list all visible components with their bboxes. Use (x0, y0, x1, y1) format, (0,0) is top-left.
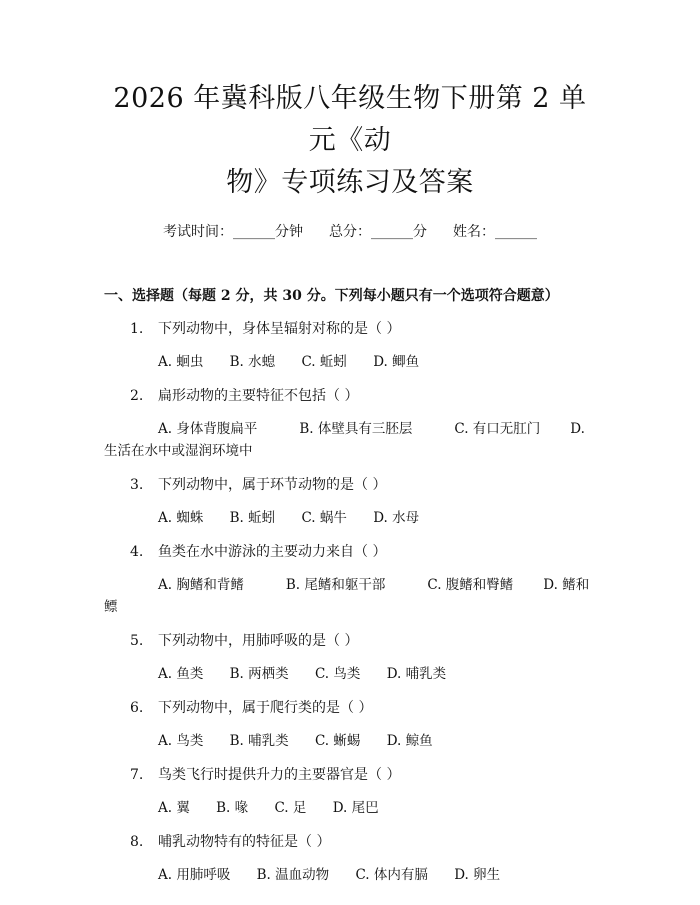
question-stem (104, 475, 596, 495)
question-options (104, 864, 596, 886)
question-stem (104, 832, 596, 852)
question-number: 2. (130, 388, 144, 404)
question-options (104, 663, 596, 685)
option-c: C. 鸟类 (314, 666, 361, 682)
title-line-2: 物》专项练习及答案 (226, 167, 474, 198)
option-c: C. 有口无肛门 (454, 421, 541, 437)
question-options (104, 507, 596, 529)
question-stem (104, 698, 596, 718)
option-a: A. 翼 (158, 800, 190, 816)
question-stem (104, 542, 596, 562)
question-text: 鱼类在水中游泳的主要动力来自（ ） (158, 544, 387, 560)
option-d: D. 卵生 (454, 867, 501, 883)
question-number: 5. (130, 633, 144, 649)
option-b: B. 蚯蚓 (229, 510, 276, 526)
option-d: D. 鳍和鳔 (104, 577, 590, 615)
question-options (104, 418, 596, 462)
question-options (104, 797, 596, 819)
question-4 (104, 542, 596, 618)
option-d: D. 生活在水中或湿润环境中 (104, 421, 585, 459)
question-number: 4. (130, 544, 144, 560)
option-d: D. 尾巴 (332, 800, 379, 816)
question-options (104, 351, 596, 373)
option-a: A. 蜘蛛 (158, 510, 204, 526)
question-stem (104, 765, 596, 785)
question-number: 1. (130, 321, 144, 337)
document-title (104, 78, 596, 204)
option-b: B. 尾鳍和躯干部 (285, 577, 386, 593)
question-stem (104, 386, 596, 406)
question-number: 7. (130, 767, 144, 783)
option-b: B. 哺乳类 (229, 733, 289, 749)
question-text: 下列动物中，属于环节动物的是（ ） (158, 477, 387, 493)
option-c: C. 腹鳍和臀鳍 (427, 577, 514, 593)
option-b: B. 水螅 (229, 354, 276, 370)
question-3 (104, 475, 596, 529)
question-1 (104, 319, 596, 373)
option-c: C. 蜥蜴 (314, 733, 361, 749)
question-7 (104, 765, 596, 819)
question-text: 鸟类飞行时提供升力的主要器官是（ ） (158, 767, 401, 783)
question-2 (104, 386, 596, 462)
exam-time-field: 考试时间：______分钟 (163, 224, 303, 240)
question-number: 8. (130, 834, 144, 850)
title-line-1: 2026 年冀科版八年级生物下册第 2 单元《动 (113, 83, 587, 156)
option-a: A. 鸟类 (158, 733, 204, 749)
section-heading-multiple-choice: 一、选择题（每题 2 分，共 30 分。下列每小题只有一个选项符合题意） (104, 288, 559, 304)
total-score-field: 总分：______分 (329, 224, 427, 240)
question-6 (104, 698, 596, 752)
option-c: C. 体内有膈 (355, 867, 428, 883)
question-options (104, 730, 596, 752)
option-a: A. 用肺呼吸 (158, 867, 231, 883)
option-a: A. 胸鳍和背鳍 (158, 577, 244, 593)
option-d: D. 鲸鱼 (386, 733, 433, 749)
option-b: B. 体壁具有三胚层 (299, 421, 413, 437)
question-stem (104, 631, 596, 651)
question-number: 6. (130, 700, 144, 716)
option-c: C. 蜗牛 (301, 510, 347, 526)
option-a: A. 蛔虫 (158, 354, 204, 370)
student-name-field: 姓名：______ (453, 224, 537, 240)
option-d: D. 鲫鱼 (373, 354, 420, 370)
option-b: B. 喙 (216, 800, 249, 816)
question-text: 下列动物中，用肺呼吸的是（ ） (158, 633, 359, 649)
question-8 (104, 832, 596, 886)
option-c: C. 足 (274, 800, 307, 816)
question-text: 下列动物中，属于爬行类的是（ ） (158, 700, 373, 716)
option-a: A. 身体背腹扁平 (158, 421, 258, 437)
option-d: D. 水母 (373, 510, 420, 526)
option-c: C. 蚯蚓 (301, 354, 347, 370)
option-b: B. 两栖类 (229, 666, 289, 682)
option-b: B. 温血动物 (256, 867, 330, 883)
question-options (104, 574, 596, 618)
option-d: D. 哺乳类 (386, 666, 447, 682)
question-5 (104, 631, 596, 685)
exam-info-line (104, 222, 596, 242)
question-stem (104, 319, 596, 339)
question-text: 下列动物中，身体呈辐射对称的是（ ） (158, 321, 401, 337)
question-number: 3. (130, 477, 144, 493)
question-text: 扁形动物的主要特征不包括（ ） (158, 388, 359, 404)
question-text: 哺乳动物特有的特征是（ ） (158, 834, 331, 850)
option-a: A. 鱼类 (158, 666, 204, 682)
